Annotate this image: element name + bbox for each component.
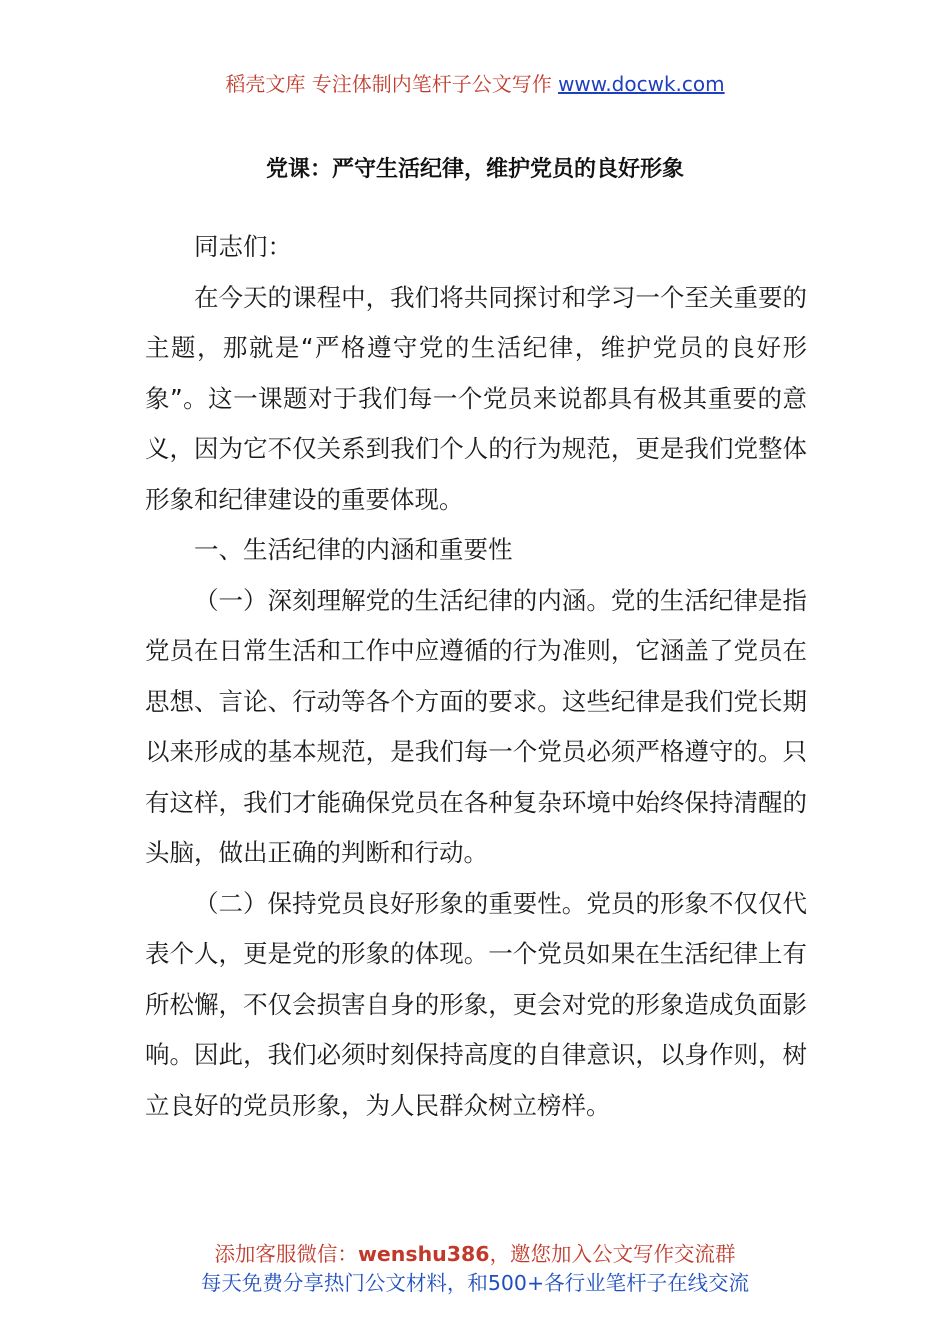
document-title: 党课：严守生活纪律，维护党员的良好形象: [265, 157, 684, 182]
page-footer: [0, 1240, 950, 1298]
wechat-id: wenshu386: [357, 1242, 490, 1266]
brand-text: 稻壳文库 专注体制内笔杆子公文写作: [225, 72, 552, 96]
section-heading-1: 一、生活纪律的内涵和重要性: [194, 535, 513, 564]
footer-wechat-prefix: 添加客服微信：: [214, 1242, 358, 1266]
intro-paragraph: 在今天的课程中，我们将共同探讨和学习一个至关重要的主题，那就是“严格遵守党的生活纪律，维护党员的良好形象”。这一课题对于我们每一个党员来说都具有极其重要的意义，因为它不仅关系到我们个人的行为规范，更是我们党整体形象和纪律建设的重要体现。: [145, 282, 807, 514]
subsection-paragraph-2: （二）保持党员良好形象的重要性。党员的形象不仅仅代表个人，更是党的形象的体现。一个党员如果在生活纪律上有所松懈，不仅会损害自身的形象，更会对党的形象造成负面影响。因此，我们必须时刻保持高度的自律意识，以身作则，树立良好的党员形象，为人民群众树立榜样。: [145, 888, 807, 1120]
document-body: [145, 222, 807, 1131]
footer-wechat-suffix: ，邀您加入公文写作交流群: [489, 1242, 736, 1266]
footer-wechat-line: [0, 1240, 950, 1269]
salutation: 同志们：: [194, 232, 292, 261]
subsection-paragraph-1: （一）深刻理解党的生活纪律的内涵。党的生活纪律是指党员在日常生活和工作中应遵循的行为准则，它涵盖了党员在思想、言论、行动等各个方面的要求。这些纪律是我们党长期以来形成的基本规范，是我们每一个党员必须严格遵守的。只有这样，我们才能确保党员在各种复杂环境中始终保持清醒的头脑，做出正确的判断和行动。: [145, 585, 807, 867]
page-header: [0, 70, 950, 98]
website-link[interactable]: www.docwk.com: [558, 72, 725, 96]
footer-share-line: 每天免费分享热门公文材料，和500+各行业笔杆子在线交流: [200, 1271, 750, 1295]
